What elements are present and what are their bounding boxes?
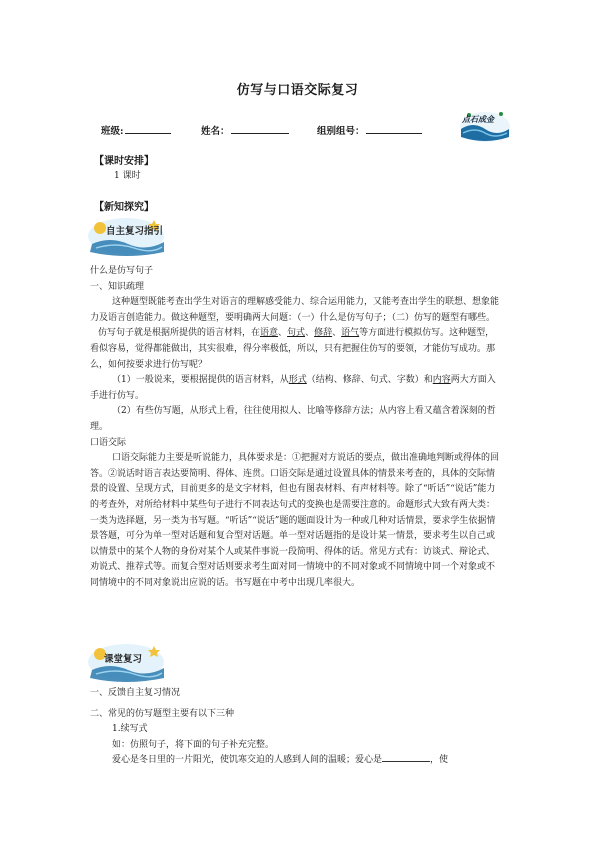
paragraph-2-text-b: 等方面进行模拟仿写。这种题型，看似容易，觉得都能做出，其实很难，得分率极低，所以，只有把握住仿写的要领，才能仿写成功。那么，如何按要求进行仿写呢？ [90, 328, 496, 370]
group-field [317, 123, 422, 137]
term-form: 形式 [288, 375, 307, 386]
schedule-heading: 【课时安排】 [94, 156, 154, 167]
class-review-label: 课堂复习 [104, 654, 143, 665]
paragraph-2 [90, 326, 500, 373]
page-title: 仿写与口语交际复习 [236, 83, 359, 98]
example-text-a: 爱心是冬日里的一片阳光，使饥寒交迫的人感到人间的温暖；爱心是 [112, 755, 383, 766]
schedule-value: 1 课时 [114, 171, 141, 181]
review-content [90, 686, 500, 769]
term-semantics: 语意 [260, 328, 279, 339]
name-label: 姓名： [201, 126, 230, 137]
main-content [90, 264, 500, 591]
term-rhetoric: 修辞 [314, 328, 333, 339]
question-title: 什么是仿写句子 [90, 266, 154, 276]
paragraph-4: （2）有些仿写题，从形式上看，往往使用拟人、比喻等修辞方法；从内容上看又蕴含着深刻的哲理。 [90, 406, 496, 432]
paragraph-3-text-b: （结构、修辞、句式、字数）和 [306, 375, 433, 386]
self-review-label: 自主复习指引 [106, 226, 164, 237]
example-sentence [90, 753, 500, 769]
sep-3: 、 [332, 328, 342, 339]
paragraph-3-text-a: （1）一般说来，要根据提供的语言材料，从 [112, 375, 289, 386]
logo [459, 107, 511, 143]
group-label: 组别组号： [317, 126, 365, 137]
group-blank [366, 124, 422, 134]
sep-2: 、 [305, 328, 315, 339]
explore-heading: 【新知探究】 [94, 202, 154, 213]
term-sentence-form: 句式 [287, 328, 306, 339]
class-review-badge [86, 640, 166, 684]
knowledge-heading: 一、知识疏理 [90, 281, 145, 292]
paragraph-5: 口语交际能力主要是听说能力，具体要求是：①把握对方说话的要点，做出准确地判断或得体的回答。②说话时语言表达要简明、得体、连贯。口语交际是通过设置具体的情景来考查的，具体的交际情景的设置、呈现方式，目前更多的是文字材料，但也有图表材料、有声材料等。除了“听话”“说话”能力的考查外，对所给材料中某些句子进行不同表达句式的变换也是需要注意的。命题形式大致有两大类：一类为选择题，另一类为书写题。“听话”“说话”题的题面设计为一种或几种对话情景，要求学生依据情景答题，可分为单一型对话题和复合型对话题。单一型对话题指的是设计某一情景，要求考生以自己或以情景中的某个人物的身份对某个人或某件事说一段简明、得体的话。常见方式有：访谈式、辩论式、劝说式、推荐式等。而复合型对话则要求考生面对同一情境中的不同对象或不同情境中同一个对象或不同情境中的不同对象说出应说的话。书写题在中考中出现几率很大。 [90, 453, 500, 588]
example-intro: 如：仿照句子，将下面的句子补充完整。 [112, 739, 275, 750]
term-content: 内容 [432, 375, 451, 386]
type-1: 1.续写式 [112, 724, 148, 735]
sep-1: 、 [278, 328, 288, 339]
review-item-1: 一、反馈自主复习情况 [90, 688, 181, 698]
oral-heading: 口语交际 [90, 437, 127, 448]
paragraph-3-text-c: 两大方面入手进行仿写。 [90, 375, 496, 401]
name-blank [231, 124, 289, 134]
paragraph-2-text-a: 仿写句子就是根据所提供的语言材料，在 [98, 328, 261, 339]
self-review-badge [86, 214, 166, 258]
class-blank [125, 124, 171, 134]
logo-graphic [459, 107, 511, 143]
class-label: 班级: [101, 126, 124, 137]
example-text-b: ，使 [430, 755, 449, 766]
answer-blank[interactable] [382, 753, 430, 762]
review-item-2: 二、常见的仿写题型主要有以下三种 [90, 708, 235, 719]
class-field [101, 123, 171, 137]
term-tone: 语气 [341, 328, 360, 339]
logo-text: 点石成金 [462, 114, 494, 124]
paragraph-3 [90, 373, 500, 404]
paragraph-1: 这种题型既能考查出学生对语言的理解感受能力、综合运用能力，又能考查出学生的联想、想象能力及语言创造能力。做这种题型，要明确两大问题：（一）什么是仿写句子；（二）仿写的题型有哪些。 [90, 297, 500, 323]
name-field [201, 123, 289, 137]
